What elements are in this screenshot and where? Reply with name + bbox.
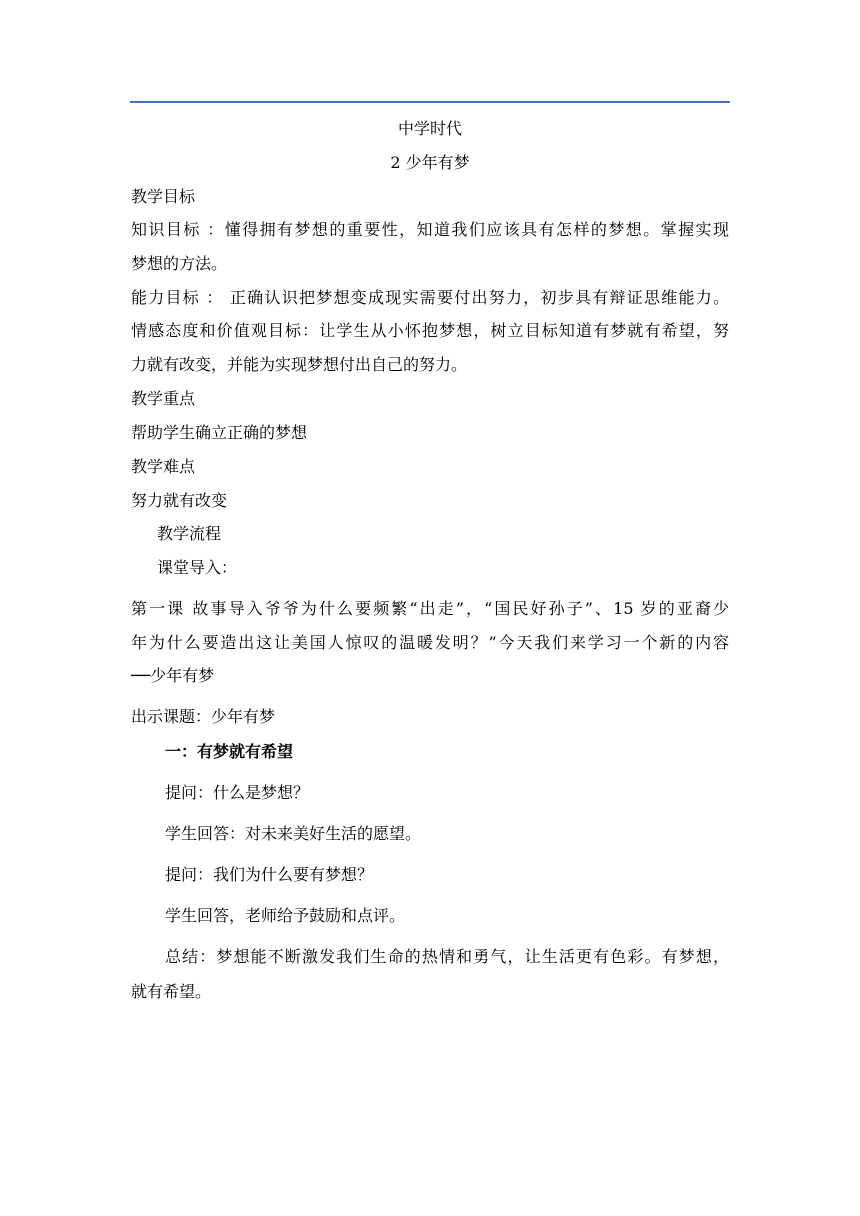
answer-2: 学生回答，老师给予鼓励和点评。 [165, 906, 406, 925]
ability-goal: 能力目标 ： 正确认识把梦想变成现实需要付出努力，初步具有辩证思维能力。 [131, 288, 729, 307]
key-points-heading: 教学重点 [131, 389, 196, 408]
class-intro-heading: 课堂导入： [157, 558, 238, 577]
teaching-process-heading: 教学流程 [157, 524, 222, 543]
summary-line-1: 总结：梦想能不断激发我们生命的热情和勇气，让生活更有色彩。有梦想， [165, 947, 729, 966]
teaching-goals-heading: 教学目标 [131, 187, 196, 206]
key-points-text: 帮助学生确立正确的梦想 [131, 423, 308, 442]
intro-paragraph-line-3: ──少年有梦 [131, 666, 215, 685]
difficulty-text: 努力就有改变 [131, 491, 228, 510]
knowledge-goal-line-2: 梦想的方法。 [131, 254, 228, 273]
document-header-title: 中学时代 [397, 119, 462, 138]
difficulty-heading: 教学难点 [131, 457, 196, 476]
section-heading-dream-hope: 一：有梦就有希望 [165, 742, 294, 761]
question-1: 提问：什么是梦想？ [165, 783, 310, 802]
intro-paragraph-line-1: 第一课 故事导入爷爷为什么要频繁“出走”，“国民好孙子”、15 岁的亚裔少 [131, 599, 729, 618]
question-2: 提问：我们为什么要有梦想？ [165, 865, 374, 884]
header-rule [130, 101, 730, 103]
emotion-goal-line-1: 情感态度和价值观目标：让学生从小怀抱梦想，树立目标知道有梦就有希望，努 [131, 321, 729, 340]
show-topic: 出示课题：少年有梦 [131, 707, 276, 726]
summary-line-2: 就有希望。 [131, 982, 212, 1001]
lesson-title: 2 少年有梦 [390, 153, 470, 172]
answer-1: 学生回答：对未来美好生活的愿望。 [165, 824, 422, 843]
intro-paragraph-line-2: 年为什么要造出这让美国人惊叹的温暖发明？”今天我们来学习一个新的内容 [131, 633, 729, 652]
emotion-goal-line-2: 力就有改变，并能为实现梦想付出自己的努力。 [131, 355, 468, 374]
knowledge-goal-line-1: 知识目标 ：懂得拥有梦想的重要性，知道我们应该具有怎样的梦想。掌握实现 [131, 220, 729, 239]
